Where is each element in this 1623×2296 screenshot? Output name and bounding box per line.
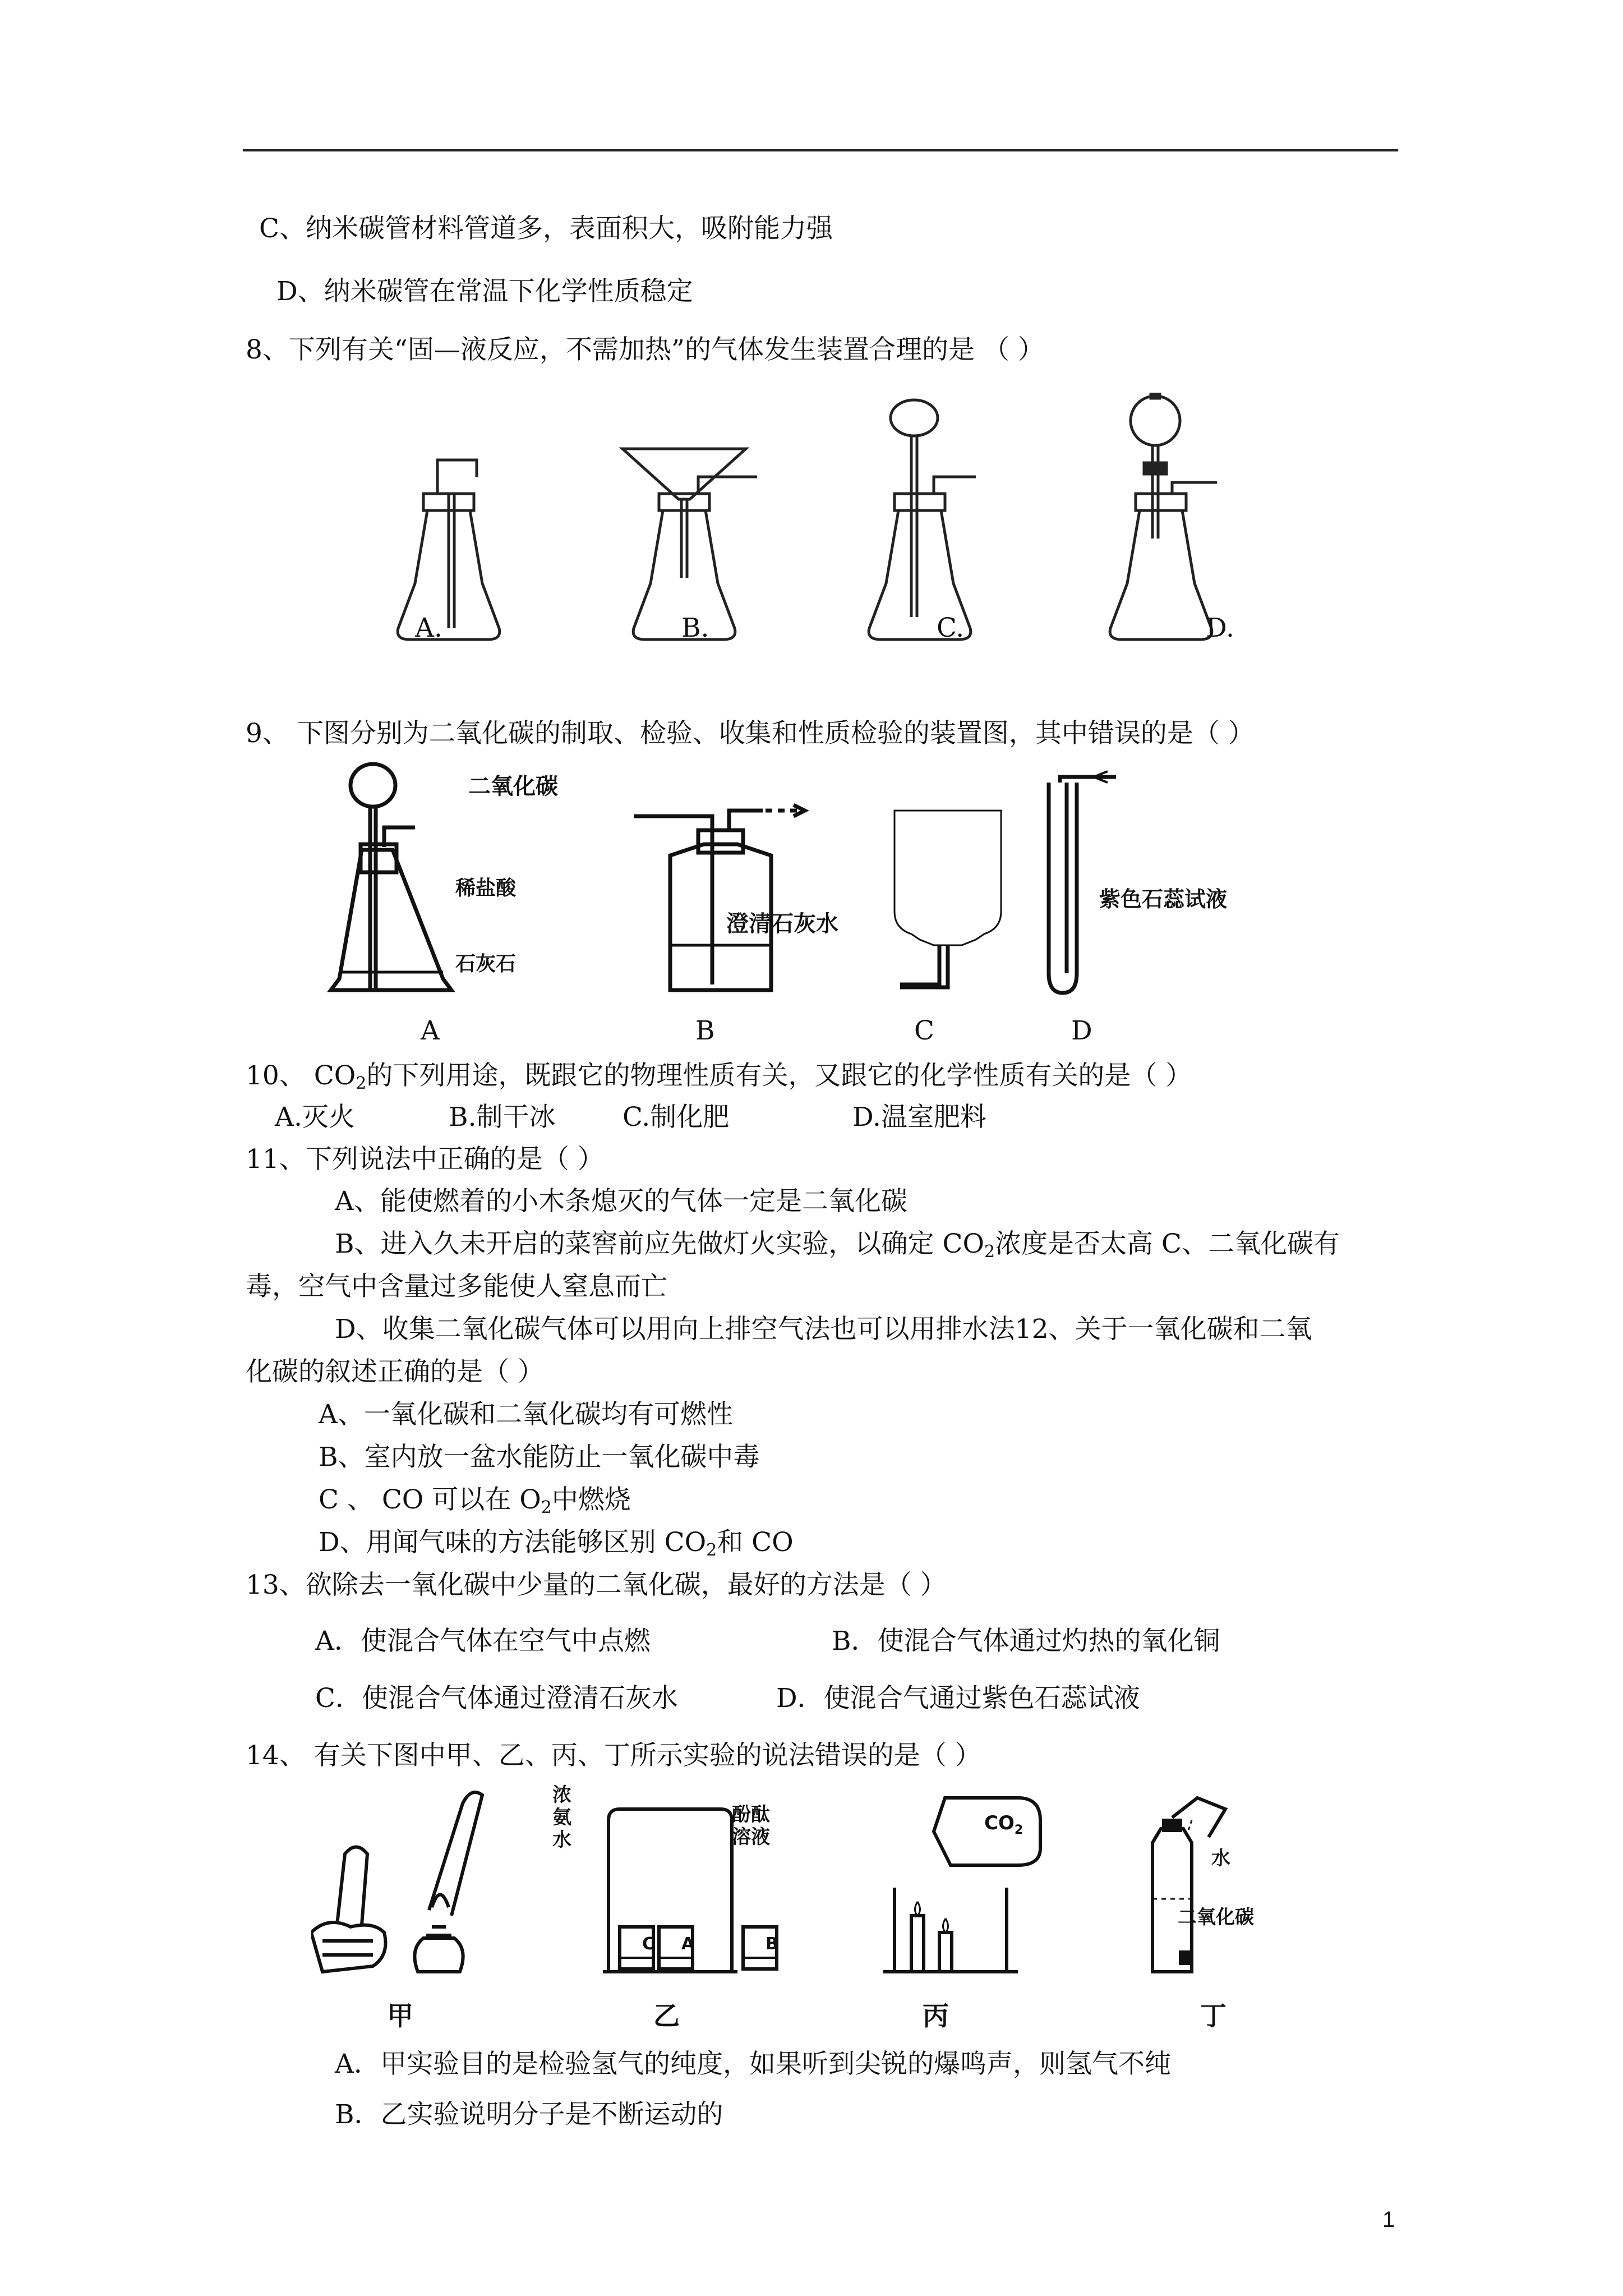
q7-option-d: D、纳米碳管在常温下化学性质稳定 bbox=[276, 276, 693, 307]
q14-co2-label: 二氧化碳 bbox=[1178, 1906, 1254, 1929]
q13-option-a: A．使混合气体在空气中点燃 bbox=[315, 1626, 651, 1657]
q8-label-d: D. bbox=[1206, 613, 1234, 643]
q12-option-a: A、一氧化碳和二氧化碳均有可燃性 bbox=[319, 1399, 733, 1430]
q11-option-a: A、能使燃着的小木条熄灭的气体一定是二氧化碳 bbox=[335, 1186, 907, 1217]
q14-option-a: A．甲实验目的是检验氢气的纯度，如果听到尖锐的爆鸣声，则氢气不纯 bbox=[335, 2049, 1171, 2079]
q14-ammonia-label: 浓 氨 水 bbox=[552, 1784, 571, 1851]
q9-label-acid: 稀盐酸 bbox=[455, 877, 517, 900]
q13-stem: 13、欲除去一氧化碳中少量的二氧化碳，最好的方法是（ ） bbox=[246, 1570, 947, 1600]
q12-option-b: B、室内放一盆水能防止一氧化碳中毒 bbox=[319, 1442, 760, 1473]
q14-beaker-c: C bbox=[642, 1934, 655, 1954]
q14-label-yi: 乙 bbox=[653, 2001, 680, 2032]
q7-option-c: C、纳米碳管材料管道多，表面积大，吸附能力强 bbox=[259, 213, 833, 244]
q8-stem: 8、下列有关“固—液反应，不需加热”的气体发生装置合理的是 （ ） bbox=[246, 334, 1044, 365]
q14-label-ding: 丁 bbox=[1200, 2001, 1227, 2032]
q14-option-b: B．乙实验说明分子是不断运动的 bbox=[335, 2099, 723, 2130]
q9-label-limewater: 澄清石灰水 bbox=[726, 911, 838, 937]
q14-water-label: 水 bbox=[1211, 1847, 1230, 1870]
q10-stem: 10、 $CO_2$的下列用途，既跟它的物理性质有关，又跟它的化学性质有关的是（ ） bbox=[246, 1060, 1192, 1093]
q14-label-bing: 丙 bbox=[923, 2001, 949, 2032]
q14-beaker-b: B bbox=[766, 1934, 778, 1954]
q9-label-gas: 二氧化碳 bbox=[468, 774, 558, 799]
q9-label-stone: 石灰石 bbox=[455, 953, 517, 976]
q14-beaker-a: A bbox=[681, 1934, 695, 1954]
q14-apparatus-jia bbox=[311, 1792, 482, 1972]
q13-option-b: B．使混合气体通过灼热的氧化铜 bbox=[832, 1626, 1220, 1657]
q8-label-a: A. bbox=[415, 613, 442, 643]
q10-option-c: C.制化肥 bbox=[623, 1102, 730, 1133]
q10-option-b: B.制干冰 bbox=[449, 1102, 556, 1133]
q14-stem: 14、 有关下图中甲、乙、丙、丁所示实验的说法错误的是（ ） bbox=[246, 1740, 981, 1771]
q8-flask-c bbox=[869, 400, 976, 639]
q14-phenol-label: 酚酞 溶液 bbox=[732, 1803, 770, 1848]
q9-apparatus-b bbox=[634, 805, 805, 990]
q14-co2-bottle-label: $CO_2$ bbox=[984, 1812, 1023, 1837]
q10-option-d: D.温室肥料 bbox=[852, 1102, 986, 1133]
q12-option-d: D、用闻气味的方法能够区别 $CO_2$和 CO bbox=[319, 1527, 794, 1560]
q8-flask-a bbox=[398, 460, 500, 639]
q14-figure bbox=[311, 1787, 1321, 1989]
q9-label-b: B bbox=[695, 1015, 715, 1046]
q9-apparatus-c bbox=[895, 811, 1001, 987]
header-rule bbox=[243, 149, 1398, 151]
q9-label-c: C bbox=[914, 1015, 934, 1046]
q11-option-b-cont: 毒，空气中含量过多能使人窒息而亡 bbox=[246, 1271, 667, 1302]
q13-option-c: C．使混合气体通过澄清石灰水 bbox=[315, 1683, 678, 1714]
q8-flask-d bbox=[1110, 393, 1217, 639]
q11-option-d: D、收集二氧化碳气体可以用向上排空气法也可以用排水法12、关于一氧化碳和二氧 bbox=[335, 1314, 1312, 1345]
q8-figure bbox=[365, 393, 1318, 656]
q10-option-a: A.灭火 bbox=[275, 1102, 355, 1133]
q9-apparatus-a bbox=[331, 764, 451, 990]
q9-label-litmus: 紫色石蕊试液 bbox=[1099, 887, 1228, 912]
q9-label-d: D bbox=[1071, 1015, 1092, 1046]
q11-option-b: B、进入久未开启的菜窖前应先做灯火实验，以确定 $CO_2$浓度是否太高 C、二氧化碳有 bbox=[335, 1228, 1340, 1262]
q8-label-b: B. bbox=[681, 613, 709, 643]
q13-option-d: D．使混合气通过紫色石蕊试液 bbox=[776, 1683, 1140, 1714]
q9-stem: 9、 下图分别为二氧化碳的制取、检验、收集和性质检验的装置图，其中错误的是（ ） bbox=[246, 718, 1255, 749]
q12-option-c: C 、 CO 可以在 $O_2$中燃烧 bbox=[319, 1484, 631, 1517]
q14-apparatus-ding bbox=[1152, 1798, 1225, 1972]
q8-label-c: C. bbox=[937, 613, 965, 643]
q11-stem: 11、下列说法中正确的是（ ） bbox=[246, 1144, 604, 1175]
page-number: 1 bbox=[1382, 2207, 1395, 2232]
q12-stem-cont: 化碳的叙述正确的是（ ） bbox=[246, 1356, 544, 1387]
q14-label-jia: 甲 bbox=[387, 2001, 413, 2032]
q8-flask-b bbox=[623, 449, 757, 639]
q9-label-a: A bbox=[421, 1015, 440, 1046]
